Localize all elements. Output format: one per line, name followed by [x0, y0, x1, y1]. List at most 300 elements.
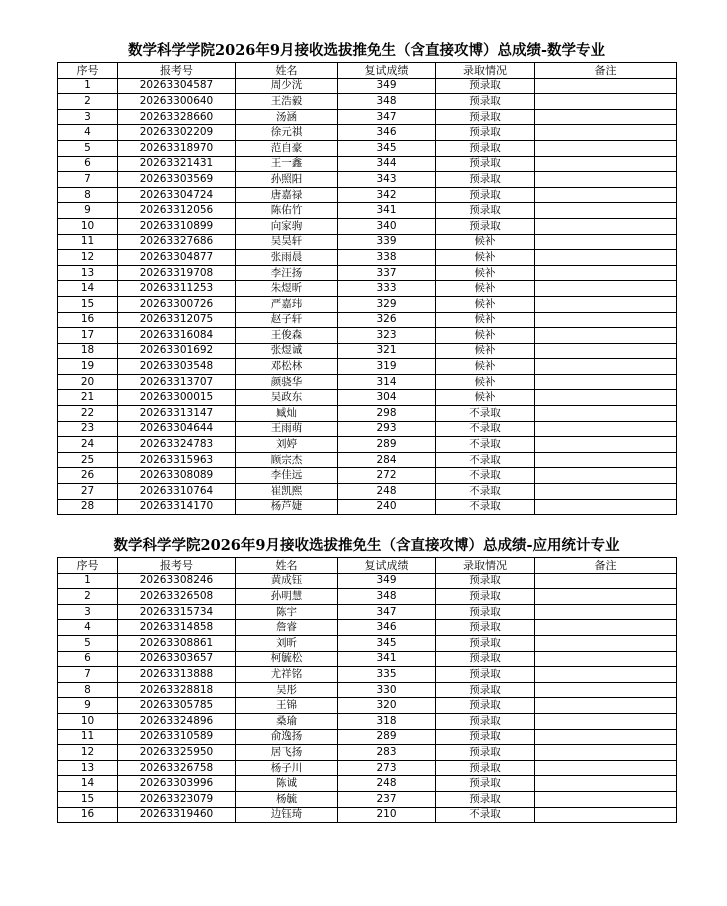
table-row	[58, 791, 677, 807]
table-header-row	[58, 558, 677, 574]
column-header: 录取情况	[436, 558, 535, 574]
admission-status-cell: 候补	[436, 234, 535, 250]
exam-id-cell: 20263302209	[118, 125, 236, 141]
table-row	[58, 140, 677, 156]
admission-status-cell: 预录取	[436, 140, 535, 156]
admission-status-cell: 不录取	[436, 437, 535, 453]
retest-score-cell: 345	[338, 140, 436, 156]
name-cell: 王俊森	[236, 328, 338, 344]
admission-status-cell: 候补	[436, 359, 535, 375]
column-header: 姓名	[236, 63, 338, 79]
name-cell: 汤涵	[236, 109, 338, 125]
retest-score-cell: 289	[338, 437, 436, 453]
exam-id-cell: 20263313888	[118, 667, 236, 683]
remark-cell	[535, 499, 677, 515]
retest-score-cell: 344	[338, 156, 436, 172]
name-cell: 向家驹	[236, 218, 338, 234]
remark-cell	[535, 437, 677, 453]
table-row	[58, 452, 677, 468]
remark-cell	[535, 791, 677, 807]
table-row	[58, 359, 677, 375]
admission-status-cell: 候补	[436, 296, 535, 312]
seq-cell: 7	[58, 667, 118, 683]
remark-cell	[535, 156, 677, 172]
column-header: 姓名	[236, 558, 338, 574]
column-header: 序号	[58, 558, 118, 574]
remark-cell	[535, 343, 677, 359]
admission-status-cell: 候补	[436, 281, 535, 297]
name-cell: 李佳远	[236, 468, 338, 484]
admission-status-cell: 不录取	[436, 421, 535, 437]
column-header: 报考号	[118, 63, 236, 79]
retest-score-cell: 329	[338, 296, 436, 312]
remark-cell	[535, 359, 677, 375]
name-cell: 顾宗杰	[236, 452, 338, 468]
remark-cell	[535, 78, 677, 94]
name-cell: 崔凯熙	[236, 484, 338, 500]
remark-cell	[535, 406, 677, 422]
remark-cell	[535, 390, 677, 406]
admission-status-cell: 候补	[436, 390, 535, 406]
retest-score-cell: 210	[338, 807, 436, 823]
table-row	[58, 328, 677, 344]
seq-cell: 9	[58, 698, 118, 714]
remark-cell	[535, 265, 677, 281]
admission-status-cell: 不录取	[436, 484, 535, 500]
exam-id-cell: 20263313707	[118, 374, 236, 390]
table-row	[58, 203, 677, 219]
remark-cell	[535, 468, 677, 484]
applied-statistics-title: 数学科学学院2026年9月接收选拔推免生（含直接攻博）总成绩-应用统计专业	[113, 537, 620, 554]
name-cell: 朱煜昕	[236, 281, 338, 297]
exam-id-cell: 20263314858	[118, 620, 236, 636]
retest-score-cell: 348	[338, 589, 436, 605]
admission-status-cell: 预录取	[436, 218, 535, 234]
name-cell: 李汪扬	[236, 265, 338, 281]
table-row	[58, 78, 677, 94]
table-row	[58, 94, 677, 110]
name-cell: 张雨晨	[236, 250, 338, 266]
name-cell: 詹睿	[236, 620, 338, 636]
remark-cell	[535, 682, 677, 698]
retest-score-cell: 321	[338, 343, 436, 359]
exam-id-cell: 20263300015	[118, 390, 236, 406]
retest-score-cell: 237	[338, 791, 436, 807]
exam-id-cell: 20263315734	[118, 604, 236, 620]
admission-status-cell: 预录取	[436, 94, 535, 110]
admission-status-cell: 候补	[436, 250, 535, 266]
seq-cell: 20	[58, 374, 118, 390]
seq-cell: 15	[58, 791, 118, 807]
remark-cell	[535, 604, 677, 620]
table-row	[58, 573, 677, 589]
exam-id-cell: 20263326508	[118, 589, 236, 605]
admission-status-cell: 不录取	[436, 452, 535, 468]
name-cell: 吴昊轩	[236, 234, 338, 250]
name-cell: 尤祥铭	[236, 667, 338, 683]
retest-score-cell: 347	[338, 109, 436, 125]
admission-status-cell: 预录取	[436, 172, 535, 188]
exam-id-cell: 20263313147	[118, 406, 236, 422]
table-row	[58, 250, 677, 266]
exam-id-cell: 20263310899	[118, 218, 236, 234]
table-row	[58, 172, 677, 188]
exam-id-cell: 20263304587	[118, 78, 236, 94]
exam-id-cell: 20263318970	[118, 140, 236, 156]
remark-cell	[535, 667, 677, 683]
name-cell: 俞逸扬	[236, 729, 338, 745]
retest-score-cell: 319	[338, 359, 436, 375]
exam-id-cell: 20263310589	[118, 729, 236, 745]
retest-score-cell: 348	[338, 94, 436, 110]
seq-cell: 13	[58, 760, 118, 776]
table-row	[58, 776, 677, 792]
admission-status-cell: 预录取	[436, 573, 535, 589]
exam-id-cell: 20263325950	[118, 745, 236, 761]
retest-score-cell: 289	[338, 729, 436, 745]
remark-cell	[535, 635, 677, 651]
exam-id-cell: 20263311253	[118, 281, 236, 297]
name-cell: 刘昕	[236, 635, 338, 651]
table-row	[58, 745, 677, 761]
name-cell: 王锦	[236, 698, 338, 714]
exam-id-cell: 20263310764	[118, 484, 236, 500]
table-row	[58, 218, 677, 234]
exam-id-cell: 20263315963	[118, 452, 236, 468]
seq-cell: 3	[58, 109, 118, 125]
column-header: 备注	[535, 63, 677, 79]
remark-cell	[535, 203, 677, 219]
retest-score-cell: 298	[338, 406, 436, 422]
seq-cell: 22	[58, 406, 118, 422]
seq-cell: 28	[58, 499, 118, 515]
remark-cell	[535, 94, 677, 110]
admission-status-cell: 预录取	[436, 651, 535, 667]
retest-score-cell: 341	[338, 203, 436, 219]
admission-status-cell: 预录取	[436, 745, 535, 761]
seq-cell: 5	[58, 140, 118, 156]
remark-cell	[535, 109, 677, 125]
table-row	[58, 651, 677, 667]
admission-status-cell: 预录取	[436, 78, 535, 94]
table-row	[58, 109, 677, 125]
admission-status-cell: 不录取	[436, 406, 535, 422]
admission-status-cell: 预录取	[436, 125, 535, 141]
admission-status-cell: 预录取	[436, 729, 535, 745]
exam-id-cell: 20263300726	[118, 296, 236, 312]
table-row	[58, 296, 677, 312]
remark-cell	[535, 484, 677, 500]
seq-cell: 23	[58, 421, 118, 437]
seq-cell: 21	[58, 390, 118, 406]
name-cell: 王一鑫	[236, 156, 338, 172]
name-cell: 孙照阳	[236, 172, 338, 188]
name-cell: 杨子川	[236, 760, 338, 776]
name-cell: 张煜诚	[236, 343, 338, 359]
remark-cell	[535, 573, 677, 589]
table-row	[58, 682, 677, 698]
name-cell: 王浩毅	[236, 94, 338, 110]
admission-status-cell: 预录取	[436, 156, 535, 172]
seq-cell: 16	[58, 312, 118, 328]
table-row	[58, 421, 677, 437]
column-header: 报考号	[118, 558, 236, 574]
exam-id-cell: 20263324896	[118, 713, 236, 729]
table-row	[58, 234, 677, 250]
admission-status-cell: 候补	[436, 343, 535, 359]
name-cell: 王雨萌	[236, 421, 338, 437]
table-row	[58, 312, 677, 328]
remark-cell	[535, 250, 677, 266]
exam-id-cell: 20263319460	[118, 807, 236, 823]
exam-id-cell: 20263323079	[118, 791, 236, 807]
admission-status-cell: 候补	[436, 374, 535, 390]
seq-cell: 3	[58, 604, 118, 620]
column-header: 复试成绩	[338, 558, 436, 574]
retest-score-cell: 341	[338, 651, 436, 667]
table-row	[58, 667, 677, 683]
remark-cell	[535, 234, 677, 250]
admission-status-cell: 预录取	[436, 635, 535, 651]
seq-cell: 6	[58, 651, 118, 667]
retest-score-cell: 349	[338, 573, 436, 589]
remark-cell	[535, 713, 677, 729]
seq-cell: 6	[58, 156, 118, 172]
table-row	[58, 484, 677, 500]
exam-id-cell: 20263308861	[118, 635, 236, 651]
retest-score-cell: 330	[338, 682, 436, 698]
table-row	[58, 187, 677, 203]
retest-score-cell: 284	[338, 452, 436, 468]
seq-cell: 2	[58, 589, 118, 605]
name-cell: 吴彤	[236, 682, 338, 698]
table-row	[58, 343, 677, 359]
remark-cell	[535, 807, 677, 823]
table-row	[58, 620, 677, 636]
exam-id-cell: 20263301692	[118, 343, 236, 359]
seq-cell: 15	[58, 296, 118, 312]
admission-status-cell: 预录取	[436, 667, 535, 683]
retest-score-cell: 304	[338, 390, 436, 406]
retest-score-cell: 335	[338, 667, 436, 683]
admission-status-cell: 不录取	[436, 807, 535, 823]
retest-score-cell: 326	[338, 312, 436, 328]
exam-id-cell: 20263305785	[118, 698, 236, 714]
name-cell: 黄成钰	[236, 573, 338, 589]
retest-score-cell: 293	[338, 421, 436, 437]
name-cell: 赵子轩	[236, 312, 338, 328]
seq-cell: 13	[58, 265, 118, 281]
remark-cell	[535, 125, 677, 141]
seq-cell: 10	[58, 218, 118, 234]
column-header: 备注	[535, 558, 677, 574]
remark-cell	[535, 281, 677, 297]
applied-statistics-section	[57, 535, 676, 823]
table-row	[58, 390, 677, 406]
exam-id-cell: 20263328818	[118, 682, 236, 698]
seq-cell: 16	[58, 807, 118, 823]
remark-cell	[535, 187, 677, 203]
seq-cell: 14	[58, 281, 118, 297]
admission-status-cell: 预录取	[436, 109, 535, 125]
seq-cell: 5	[58, 635, 118, 651]
retest-score-cell: 345	[338, 635, 436, 651]
table-row	[58, 713, 677, 729]
retest-score-cell: 333	[338, 281, 436, 297]
admission-status-cell: 预录取	[436, 589, 535, 605]
remark-cell	[535, 452, 677, 468]
retest-score-cell: 339	[338, 234, 436, 250]
seq-cell: 27	[58, 484, 118, 500]
admission-status-cell: 预录取	[436, 713, 535, 729]
table-row	[58, 729, 677, 745]
seq-cell: 17	[58, 328, 118, 344]
admission-status-cell: 候补	[436, 328, 535, 344]
exam-id-cell: 20263312075	[118, 312, 236, 328]
exam-id-cell: 20263304724	[118, 187, 236, 203]
remark-cell	[535, 312, 677, 328]
retest-score-cell: 338	[338, 250, 436, 266]
exam-id-cell: 20263303569	[118, 172, 236, 188]
seq-cell: 19	[58, 359, 118, 375]
seq-cell: 4	[58, 125, 118, 141]
exam-id-cell: 20263312056	[118, 203, 236, 219]
remark-cell	[535, 328, 677, 344]
remark-cell	[535, 140, 677, 156]
admission-status-cell: 不录取	[436, 499, 535, 515]
table-row	[58, 437, 677, 453]
name-cell: 陈佑竹	[236, 203, 338, 219]
remark-cell	[535, 296, 677, 312]
name-cell: 严嘉玮	[236, 296, 338, 312]
name-cell: 范自豪	[236, 140, 338, 156]
table-row	[58, 635, 677, 651]
exam-id-cell: 20263326758	[118, 760, 236, 776]
admission-status-cell: 预录取	[436, 776, 535, 792]
name-cell: 颜骁华	[236, 374, 338, 390]
remark-cell	[535, 729, 677, 745]
exam-id-cell: 20263304877	[118, 250, 236, 266]
math-major-title: 数学科学学院2026年9月接收选拔推免生（含直接攻博）总成绩-数学专业	[128, 42, 605, 59]
seq-cell: 9	[58, 203, 118, 219]
remark-cell	[535, 776, 677, 792]
admission-status-cell: 预录取	[436, 203, 535, 219]
exam-id-cell: 20263303657	[118, 651, 236, 667]
remark-cell	[535, 589, 677, 605]
exam-id-cell: 20263308089	[118, 468, 236, 484]
name-cell: 桑瑜	[236, 713, 338, 729]
name-cell: 陈宇	[236, 604, 338, 620]
name-cell: 陈诚	[236, 776, 338, 792]
math-major-section	[57, 40, 676, 515]
applied-statistics-table	[57, 557, 677, 823]
name-cell: 刘婷	[236, 437, 338, 453]
exam-id-cell: 20263319708	[118, 265, 236, 281]
admission-status-cell: 预录取	[436, 604, 535, 620]
admission-status-cell: 预录取	[436, 187, 535, 203]
table-row	[58, 374, 677, 390]
admission-status-cell: 不录取	[436, 468, 535, 484]
remark-cell	[535, 745, 677, 761]
name-cell: 徐元祺	[236, 125, 338, 141]
exam-id-cell: 20263303548	[118, 359, 236, 375]
retest-score-cell: 346	[338, 125, 436, 141]
seq-cell: 14	[58, 776, 118, 792]
remark-cell	[535, 651, 677, 667]
seq-cell: 12	[58, 250, 118, 266]
seq-cell: 12	[58, 745, 118, 761]
retest-score-cell: 283	[338, 745, 436, 761]
exam-id-cell: 20263304644	[118, 421, 236, 437]
table-header-row	[58, 63, 677, 79]
table-row	[58, 125, 677, 141]
name-cell: 居飞扬	[236, 745, 338, 761]
name-cell: 边钰琦	[236, 807, 338, 823]
table-row	[58, 468, 677, 484]
admission-status-cell: 候补	[436, 265, 535, 281]
retest-score-cell: 314	[338, 374, 436, 390]
retest-score-cell: 272	[338, 468, 436, 484]
table-row	[58, 499, 677, 515]
name-cell: 孙明慧	[236, 589, 338, 605]
seq-cell: 18	[58, 343, 118, 359]
retest-score-cell: 343	[338, 172, 436, 188]
name-cell: 杨毓	[236, 791, 338, 807]
table-row	[58, 604, 677, 620]
remark-cell	[535, 698, 677, 714]
retest-score-cell: 342	[338, 187, 436, 203]
remark-cell	[535, 620, 677, 636]
seq-cell: 24	[58, 437, 118, 453]
table-row	[58, 760, 677, 776]
column-header: 复试成绩	[338, 63, 436, 79]
admission-status-cell: 预录取	[436, 682, 535, 698]
exam-id-cell: 20263327686	[118, 234, 236, 250]
retest-score-cell: 340	[338, 218, 436, 234]
admission-status-cell: 预录取	[436, 698, 535, 714]
retest-score-cell: 240	[338, 499, 436, 515]
remark-cell	[535, 421, 677, 437]
retest-score-cell: 347	[338, 604, 436, 620]
table-row	[58, 698, 677, 714]
table-row	[58, 265, 677, 281]
seq-cell: 7	[58, 172, 118, 188]
seq-cell: 11	[58, 729, 118, 745]
retest-score-cell: 349	[338, 78, 436, 94]
seq-cell: 25	[58, 452, 118, 468]
seq-cell: 4	[58, 620, 118, 636]
table-row	[58, 156, 677, 172]
retest-score-cell: 346	[338, 620, 436, 636]
retest-score-cell: 273	[338, 760, 436, 776]
exam-id-cell: 20263300640	[118, 94, 236, 110]
table-row	[58, 281, 677, 297]
seq-cell: 2	[58, 94, 118, 110]
exam-id-cell: 20263321431	[118, 156, 236, 172]
remark-cell	[535, 218, 677, 234]
column-header: 录取情况	[436, 63, 535, 79]
seq-cell: 8	[58, 682, 118, 698]
admission-status-cell: 候补	[436, 312, 535, 328]
seq-cell: 26	[58, 468, 118, 484]
exam-id-cell: 20263303996	[118, 776, 236, 792]
table-row	[58, 406, 677, 422]
retest-score-cell: 318	[338, 713, 436, 729]
seq-cell: 1	[58, 78, 118, 94]
exam-id-cell: 20263316084	[118, 328, 236, 344]
admission-status-cell: 预录取	[436, 760, 535, 776]
name-cell: 周少洸	[236, 78, 338, 94]
